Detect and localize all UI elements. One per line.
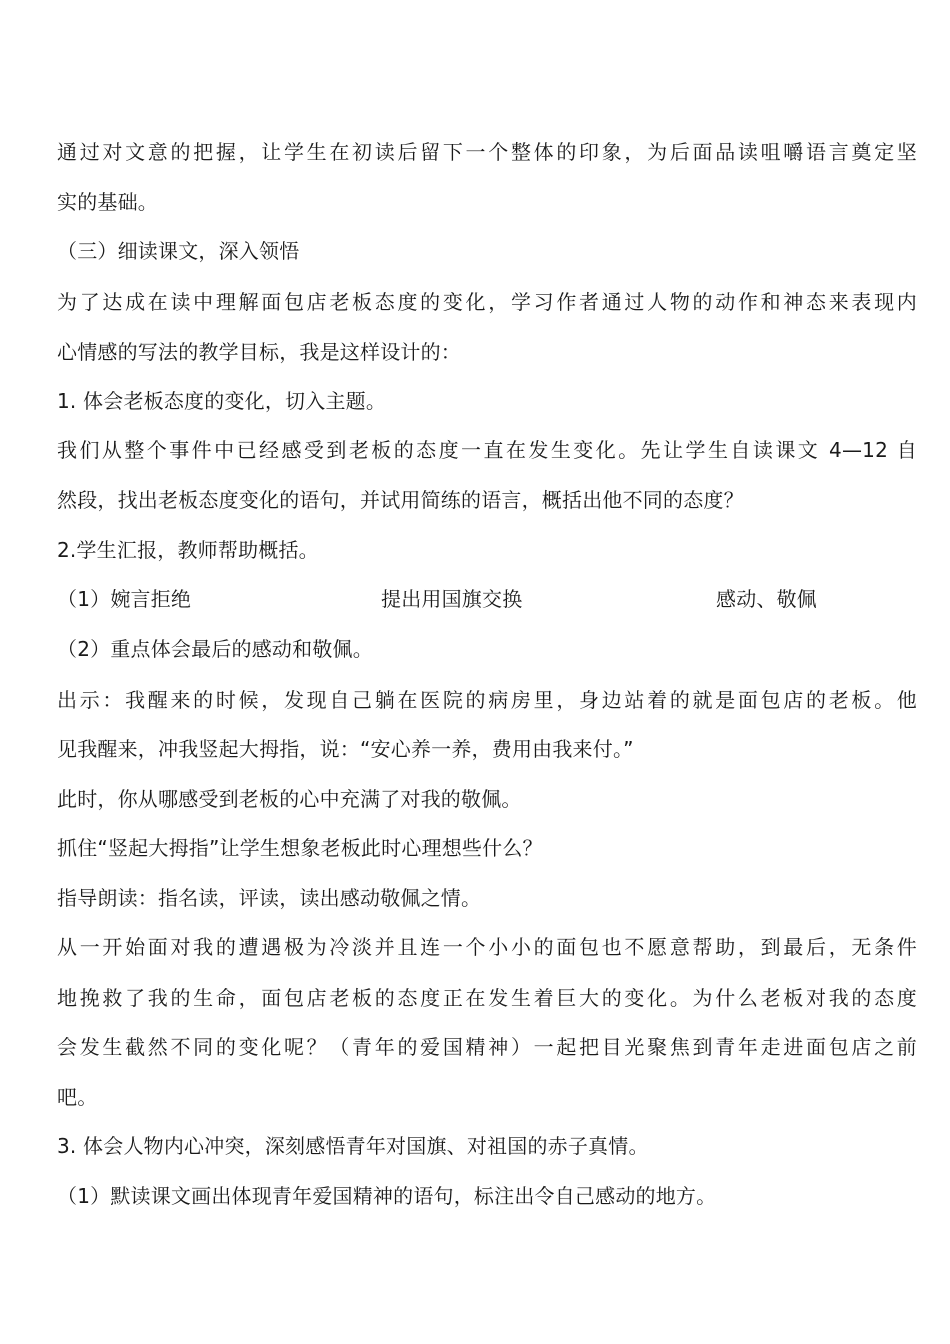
paragraph-line: 然段，找出老板态度变化的语句，并试用简练的语言，概括出他不同的态度？ <box>57 488 744 512</box>
sub-heading: （1）默读课文画出体现青年爱国精神的语句，标注出令自己感动的地方。 <box>57 1184 717 1208</box>
paragraph-line: 我们从整个事件中已经感受到老板的态度一直在发生变化。先让学生自读课文 4—12 自 <box>57 438 917 462</box>
attitude-1: （1）婉言拒绝 <box>57 587 192 611</box>
section-heading: （三）细读课文，深入领悟 <box>57 239 300 263</box>
step-heading: 1. 体会老板态度的变化，切入主题。 <box>57 389 387 413</box>
paragraph-line: 会发生截然不同的变化呢？（青年的爱国精神）一起把目光聚焦到青年走进面包店之前 <box>57 1035 917 1059</box>
sub-heading: （2）重点体会最后的感动和敬佩。 <box>57 637 373 661</box>
paragraph-line: 为了达成在读中理解面包店老板态度的变化，学习作者通过人物的动作和神态来表现内 <box>57 290 917 314</box>
step-heading: 2.学生汇报，教师帮助概括。 <box>57 538 319 562</box>
paragraph-line: 见我醒来，冲我竖起大拇指，说：“安心养一养，费用由我来付。” <box>57 737 634 761</box>
step-heading: 3. 体会人物内心冲突，深刻感悟青年对国旗、对祖国的赤子真情。 <box>57 1134 649 1158</box>
paragraph-line: 抓住“竖起大拇指”让学生想象老板此时心理想些什么？ <box>57 836 543 860</box>
attitude-3: 感动、敬佩 <box>716 587 817 611</box>
paragraph-line: 通过对文意的把握，让学生在初读后留下一个整体的印象，为后面品读咀嚼语言奠定坚 <box>57 140 917 164</box>
paragraph-line: 此时，你从哪感受到老板的心中充满了对我的敬佩。 <box>57 787 522 811</box>
paragraph-line: 从一开始面对我的遭遇极为冷淡并且连一个小小的面包也不愿意帮助，到最后，无条件 <box>57 935 917 959</box>
paragraph-line: 地挽救了我的生命，面包店老板的态度正在发生着巨大的变化。为什么老板对我的态度 <box>57 986 917 1010</box>
paragraph-line: 吧。 <box>57 1085 98 1109</box>
paragraph-line: 指导朗读：指名读，评读，读出感动敬佩之情。 <box>57 886 482 910</box>
paragraph-line: 心情感的写法的教学目标，我是这样设计的： <box>57 340 461 364</box>
paragraph-line: 实的基础。 <box>57 190 158 214</box>
paragraph-line: 出示：我醒来的时候，发现自己躺在医院的病房里，身边站着的就是面包店的老板。他 <box>57 688 917 712</box>
attitude-2: 提出用国旗交换 <box>381 587 523 611</box>
